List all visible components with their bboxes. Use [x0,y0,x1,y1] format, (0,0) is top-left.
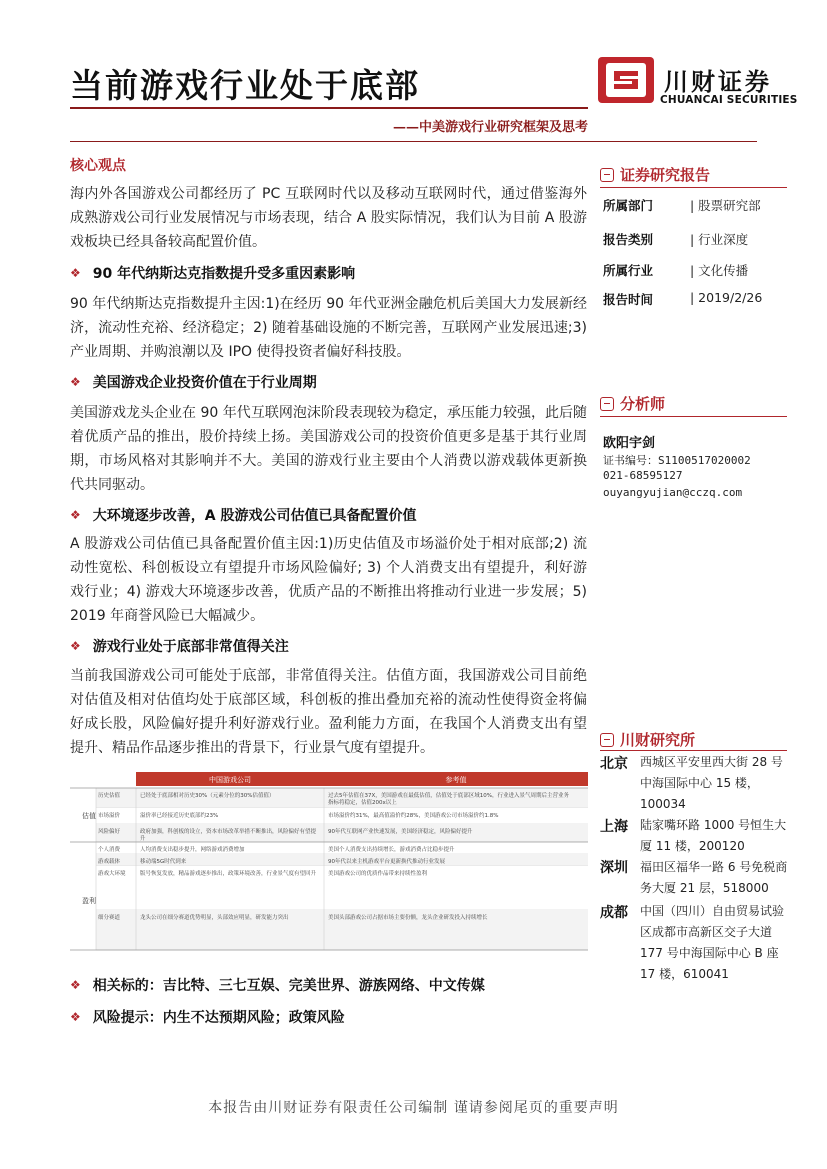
risk-warning: ❖ 风险提示：内生不达预期风险；政策风险 [70,1010,345,1026]
sidebar-rule [600,750,787,751]
office-city-shanghai: 上海 [600,819,628,835]
table-cell-china: 政府加强，科创板的设立，资本市场改革举措不断推出，风险偏好有望提升 [140,829,317,842]
diamond-bullet-icon: ❖ [70,375,81,389]
comparison-table [70,770,588,966]
office-city-chengdu: 成都 [600,905,628,921]
office-city-shenzhen: 深圳 [600,860,628,876]
table-cell-china: 版号恢复发放，精品游戏逐步推出，政策环境改善，行业景气度有望回升 [140,871,317,877]
core-heading: 核心观点 [70,158,126,174]
related-stocks: ❖ 相关标的：吉比特、三七互娱、完美世界、游族网络、中文传媒 [70,978,485,994]
page-title: 当前游戏行业处于底部 [70,66,420,105]
table-group-profit: 盈利 [82,897,96,905]
office-address-shanghai: 陆家嘴环路 1000 号恒生大厦 11 楼，200120 [640,818,787,853]
institute-icon [600,733,614,747]
section-paragraph-1: 90 年代纳斯达克指数提升主因:1)在经历 90 年代亚洲金融危机后美国大力发展新经济，流动性充裕、经济稳定；2) 随着基础设施的不断完善，互联网产业发展迅速;3)产业周期、并购浪潮以及 IPO 使得投资者偏好科技股。 [70,296,587,360]
report-icon [600,168,614,182]
table-cell-ref: 90年代以来主机游戏平台更新换代推动行业发展 [328,859,446,865]
table-cell-china: 溢价率已经接近历史底部约23% [140,813,219,819]
meta-value-dept: | 股票研究部 [690,198,761,213]
meta-label-industry: 所属行业 [603,263,654,278]
analyst-phone: 021-68595127 [603,469,683,482]
table-cell-label: 游戏载体 [98,859,121,865]
table-header-china: 中国游戏公司 [209,776,251,784]
office-address-beijing: 西城区平安里西大街 28 号中海国际中心 15 楼，100034 [640,755,783,811]
table-cell-label: 个人消费 [98,847,121,853]
office-address-chengdu: 中国（四川）自由贸易试验区成都市高新区交子大道 177 号中海国际中心 B 座 17 楼，610041 [640,904,785,981]
analyst-icon [600,397,614,411]
subtitle-rule [70,141,757,142]
table-cell-ref: 美国头部游戏公司占据市场主要份额，龙头企业研发投入持续增长 [328,915,488,921]
section-heading-1: ❖ 90 年代纳斯达克指数提升受多重因素影响 [70,266,356,282]
sidebar-rule [600,416,787,417]
analyst-cert: 证书编号：S1100517020002 [603,454,751,467]
table-cell-china: 人均消费支出稳步提升，网络游戏消费增加 [140,847,245,853]
table-header-ref: 参考值 [445,776,467,784]
table-cell-ref: 90年代互联网产业快速发展，美国经济稳定，风险偏好提升 [328,829,473,835]
section-paragraph-2: 美国游戏龙头企业在 90 年代互联网泡沫阶段表现较为稳定，承压能力较强，此后随着优质产品的推出，股价持续上扬。美国游戏公司的投资价值更多是基于其行业周期，市场风格对其影响并不大。美国的游戏行业主要由个人消费以游戏载体更新换代共同驱动。 [70,405,587,493]
meta-label-type: 报告类别 [603,232,654,247]
diamond-bullet-icon: ❖ [70,639,81,653]
section-heading-4: ❖ 游戏行业处于底部非常值得关注 [70,639,289,655]
diamond-bullet-icon: ❖ [70,266,81,280]
table-cell-ref: 市场溢价约31%，最高值溢价约28%，美国游戏公司市场溢价约1.8% [328,813,499,819]
company-logo-icon [598,57,654,103]
meta-label-dept: 所属部门 [603,198,654,213]
office-address-shenzhen: 福田区福华一路 6 号免税商务大厦 21 层，518000 [640,860,788,895]
logo-chinese-name: 川财证券 [664,68,772,96]
sidebar-rule [600,187,787,188]
office-city-beijing: 北京 [600,756,628,772]
diamond-bullet-icon: ❖ [70,978,81,992]
diamond-bullet-icon: ❖ [70,1010,81,1024]
report-heading: 证券研究报告 [600,164,710,185]
table-cell-ref: 美国个人消费支出持续增长，游戏消费占比稳步提升 [328,847,455,853]
analyst-heading: 分析师 [600,393,665,414]
table-cell-label: 风险偏好 [98,829,121,835]
meta-label-date: 报告时间 [603,292,654,307]
page-subtitle: ——中美游戏行业研究框架及思考 [392,120,588,135]
logo-english-name: CHUANCAI SECURITIES [660,94,798,106]
meta-value-type: | 行业深度 [690,232,749,247]
table-cell-ref: 过去5年估值在37X，美国游戏在最低估值，估值处于底部区域10%，行业进入景气周期后主营业务指标将稳定，估值200x以上 [328,793,569,806]
analyst-name: 欧阳宇剑 [603,436,656,451]
meta-value-industry: | 文化传播 [690,263,749,278]
section-paragraph-3: A 股游戏公司估值已具备配置价值主因:1)历史估值及市场溢价处于相对底部;2) 流动性宽松、科创板设立有望提升市场风险偏好; 3) 个人消费支出有望提升，利好游戏行业；4) 游戏大环境逐步改善，优质产品的不断推出将推动行业进一步发展；5) 2019 年商誉风险已大幅减少。 [70,536,587,624]
table-cell-label: 游戏大环境 [98,871,126,877]
table-cell-label: 市场溢价 [98,813,121,819]
table-cell-ref: 美国游戏公司的优质作品带来持续性盈利 [328,871,428,877]
footer-disclaimer: 本报告由川财证券有限责任公司编制 谨请参阅尾页的重要声明 [208,1100,619,1116]
section-paragraph-4: 当前我国游戏公司可能处于底部，非常值得关注。估值方面，我国游戏公司目前绝对估值及相对估值均处于底部区域，科创板的推出叠加充裕的流动性使得资金将偏好成长股，风险偏好提升利好游戏行业。盈利能力方面，在我国个人消费支出有望提升、精品作品逐步推出的背景下，行业景气度有望提升。 [70,668,587,756]
table-cell-china: 移动端5G时代到来 [140,859,187,865]
institute-heading: 川财研究所 [600,729,695,750]
table-cell-china: 龙头公司在细分赛道优势明显，头部效应明显，研发能力突出 [140,915,289,921]
section-heading-3: ❖ 大环境逐步改善，A 股游戏公司估值已具备配置价值 [70,508,417,524]
table-group-valuation: 估值 [82,812,96,820]
analyst-email[interactable]: ouyangyujian@cczq.com [603,486,743,499]
section-heading-2: ❖ 美国游戏企业投资价值在于行业周期 [70,375,317,391]
table-cell-label: 细分赛道 [98,915,121,921]
meta-value-date: | 2019/2/26 [690,290,763,305]
diamond-bullet-icon: ❖ [70,508,81,522]
title-rule [70,107,588,109]
table-cell-china: 已经处于底部相对历史30%（元素分位的30%估值值） [140,793,275,799]
intro-paragraph: 海内外各国游戏公司都经历了 PC 互联网时代以及移动互联网时代，通过借鉴海外成熟游戏公司行业发展情况与市场表现，结合 A 股实际情况，我们认为目前 A 股游戏板块已经具备较高配置价值。 [70,186,587,250]
table-cell-label: 历史估值 [98,793,121,799]
